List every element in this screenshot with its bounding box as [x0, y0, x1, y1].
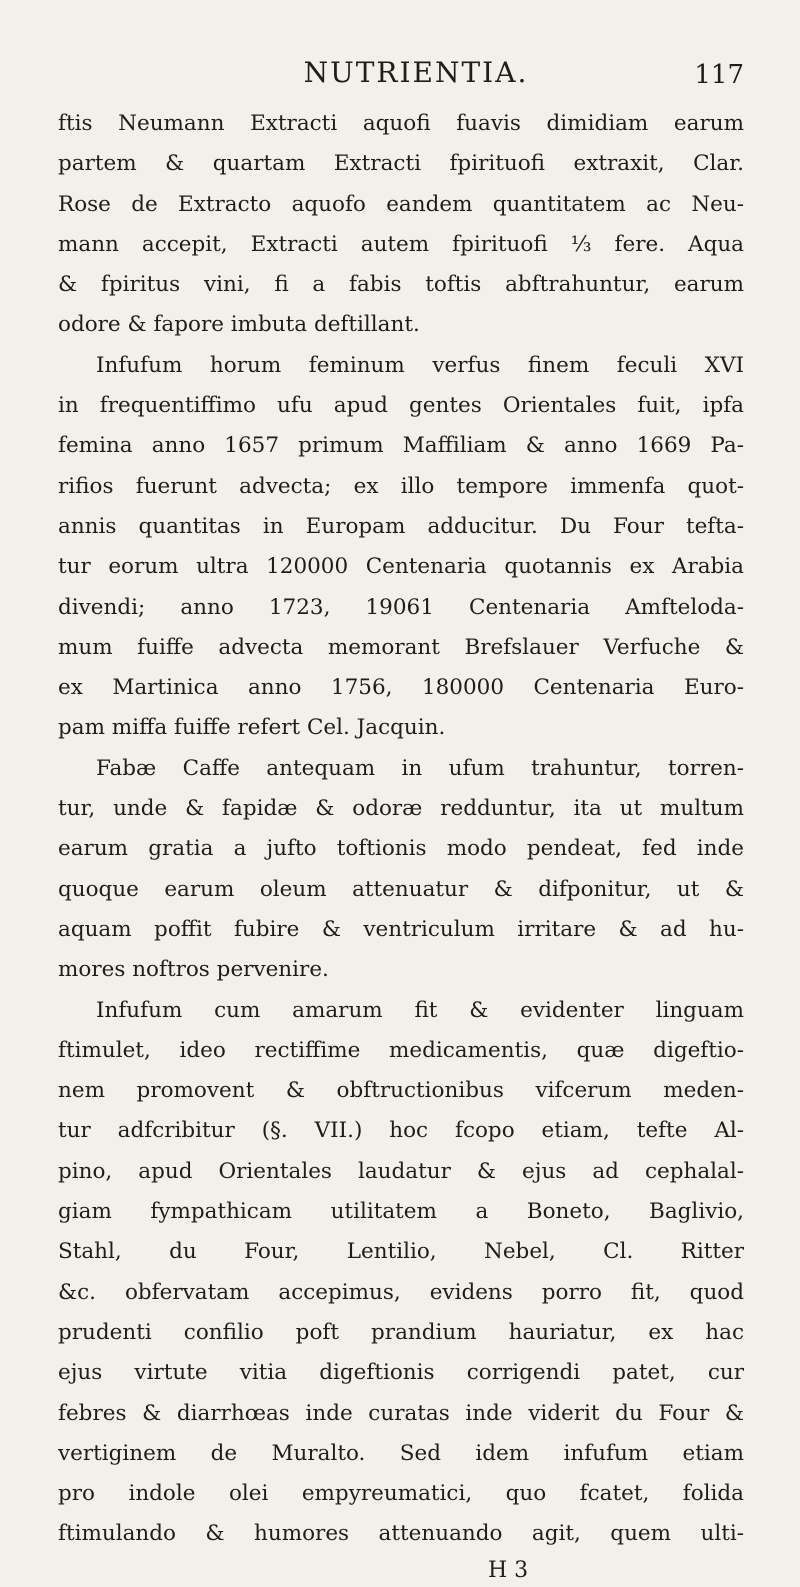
- text-line: mann accepit, Extracti autem fpirituofi ⅓ fere. Aqua: [58, 231, 744, 257]
- text-line: Stahl, du Four, Lentilio, Nebel, Cl. Ritter: [58, 1239, 744, 1265]
- text-line: divendi; anno 1723, 19061 Centenaria Amfteloda-: [58, 594, 744, 620]
- text-line: nem promovent & obftructionibus vifcerum meden-: [58, 1078, 744, 1104]
- text-line: ftimulando & humores attenuando agit, quem ulti-: [58, 1521, 744, 1547]
- text-line: Fabæ Caffe antequam in ufum trahuntur, torren-: [96, 755, 744, 781]
- text-line: tur, unde & fapidæ & odoræ redduntur, ita ut multum: [58, 796, 744, 822]
- text-line: pro indole olei empyreumatici, quo fcatet, folida: [58, 1481, 744, 1507]
- text-line: febres & diarrhœas inde curatas inde viderit du Four &: [58, 1400, 744, 1426]
- text-line: pino, apud Orientales laudatur & ejus ad cephalal-: [58, 1158, 744, 1184]
- text-line: earum gratia a jufto toftionis modo pendeat, fed inde: [58, 836, 744, 862]
- body-text: [58, 104, 744, 1555]
- text-line: mores noftros pervenire.: [58, 957, 329, 983]
- text-line: giam fympathicam utilitatem a Boneto, Baglivio,: [58, 1199, 744, 1225]
- signature-mark: H 3: [488, 1557, 529, 1583]
- text-line: &c. obfervatam accepimus, evidens porro fit, quod: [58, 1279, 744, 1305]
- text-line: pam miffa fuiffe refert Cel. Jacquin.: [58, 715, 446, 741]
- text-line: ex Martinica anno 1756, 180000 Centenaria Euro-: [58, 675, 744, 701]
- text-line: rifios fuerunt advecta; ex illo tempore immenfa quot-: [58, 473, 744, 499]
- text-line: ejus virtute vitia digeftionis corrigendi patet, cur: [58, 1360, 744, 1386]
- text-line: aquam poffit fubire & ventriculum irritare & ad hu-: [58, 916, 744, 942]
- text-line: ftimulet, ideo rectiffime medicamentis, quæ digeftio-: [58, 1037, 744, 1063]
- text-line: & fpiritus vini, fi a fabis toftis abftrahuntur, earum: [58, 272, 744, 298]
- text-line: femina anno 1657 primum Maffiliam & anno 1669 Pa-: [58, 433, 744, 459]
- text-line: Infufum horum feminum verfus finem feculi XVI: [96, 352, 744, 378]
- text-line: tur adfcribitur (§. VII.) hoc fcopo etiam, tefte Al-: [58, 1118, 744, 1144]
- text-line: quoque earum oleum attenuatur & difponitur, ut &: [58, 876, 744, 902]
- text-line: annis quantitas in Europam adducitur. Du Four tefta-: [58, 513, 744, 539]
- text-line: partem & quartam Extracti fpirituofi extraxit, Clar.: [58, 151, 744, 177]
- text-line: ftis Neumann Extracti aquofi fuavis dimidiam earum: [58, 111, 744, 136]
- text-line: tur eorum ultra 120000 Centenaria quotannis ex Arabia: [58, 554, 744, 580]
- text-line: vertiginem de Muralto. Sed idem infufum etiam: [58, 1440, 744, 1466]
- text-line: in frequentiffimo ufu apud gentes Orientales fuit, ipfa: [58, 393, 744, 419]
- text-line: odore & fapore imbuta deftillant.: [58, 312, 420, 338]
- page-number: 117: [694, 60, 744, 90]
- text-line: Rose de Extracto aquofo eandem quantitatem ac Neu-: [58, 191, 744, 217]
- running-head: NUTRIENTIA.: [303, 56, 529, 89]
- text-line: Infufum cum amarum fit & evidenter linguam: [96, 997, 744, 1023]
- text-line: prudenti confilio poft prandium hauriatur, ex hac: [58, 1319, 744, 1345]
- page-header: [58, 56, 744, 96]
- text-line: mum fuiffe advecta memorant Brefslauer Verfuche &: [58, 634, 744, 660]
